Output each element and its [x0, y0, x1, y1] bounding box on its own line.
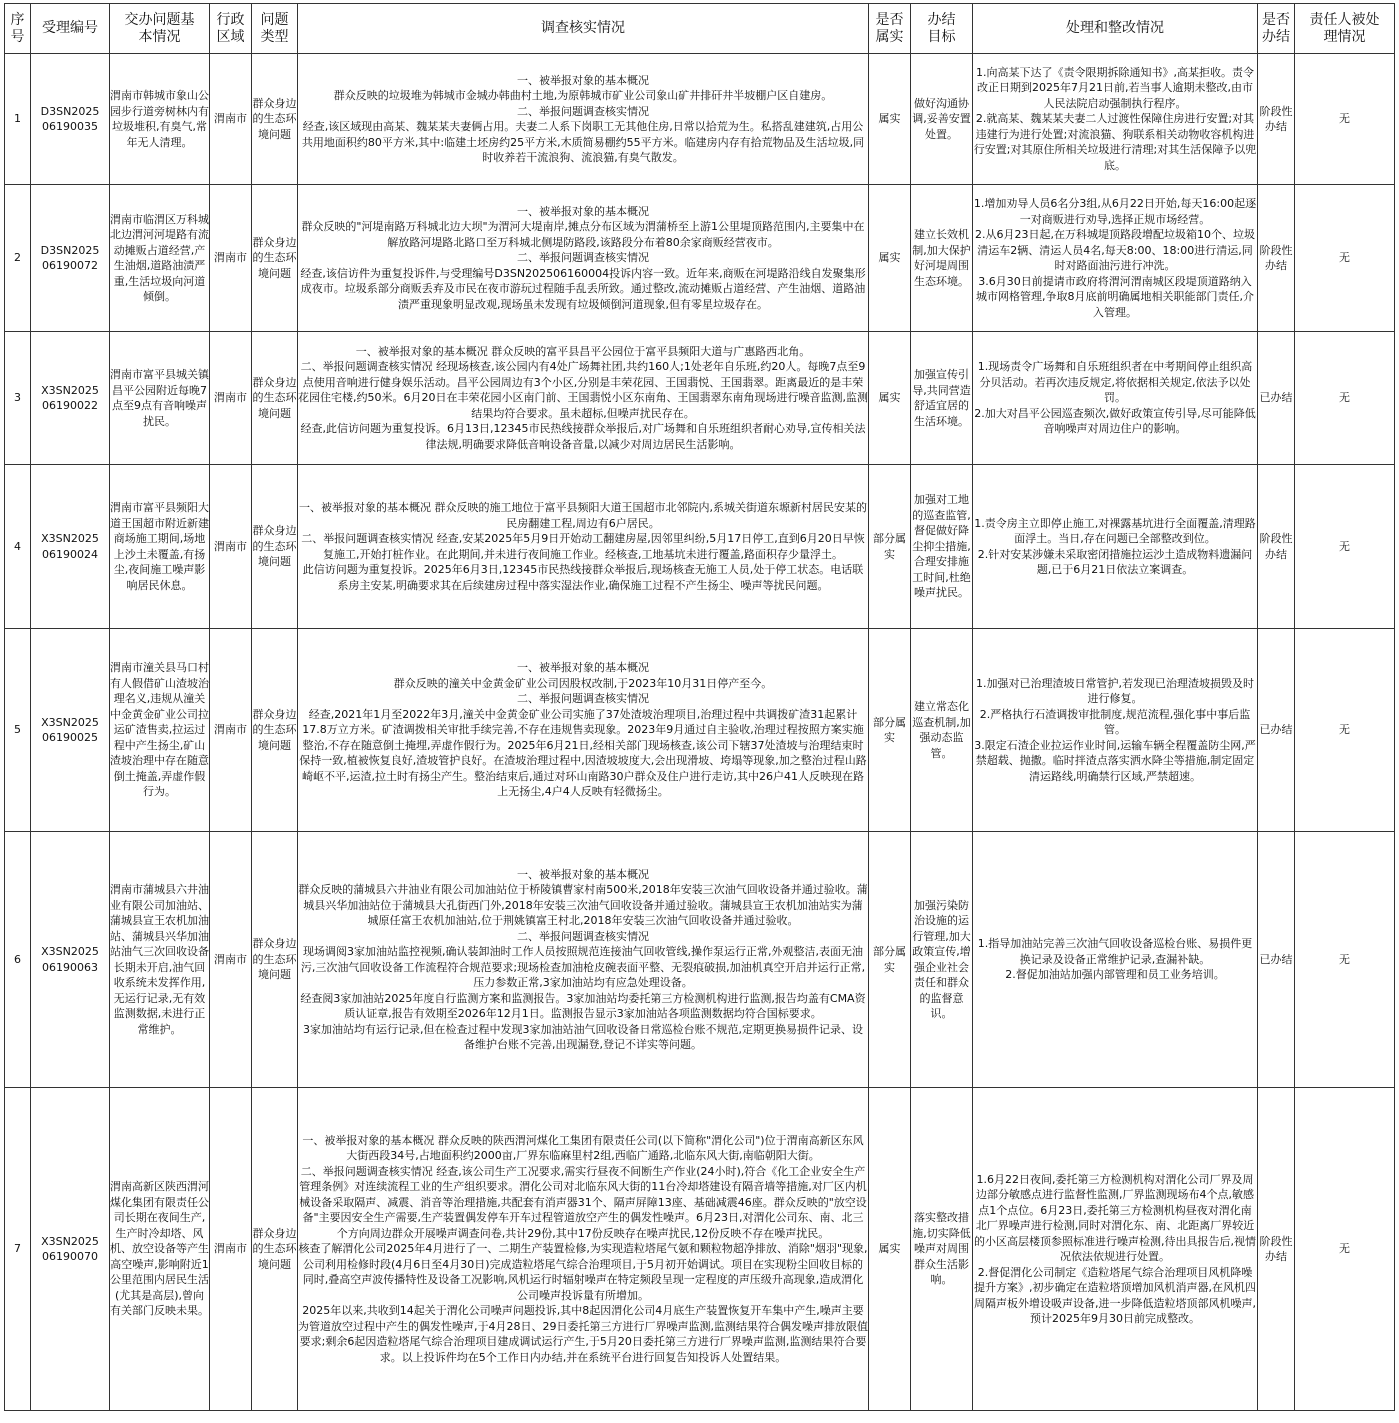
cell-handling: 1.增加劝导人员6名分3组,从6月22日开始,每天16:00起逐一对商贩进行劝导,选择正规市场经营。 2.从6月23日起,在万科城堤顶路段增配垃圾箱10个、垃圾清运车2辆、清运人员4名,每天8:00、18:00进行清运,同时对路面油污进行冲洗。 3.6月30日前提请市政府将渭河渭南城区段堤顶道路纳入城市网格管理,争取8月底前明确属地相关职能部门责任,介入管理。: [973, 185, 1258, 332]
table-row: [5, 54, 1395, 185]
cell-investigation: 一、被举报对象的基本概况 群众反映的陕西渭河煤化工集团有限责任公司(以下简称"渭化公司")位于渭南高新区东风大街西段34号,占地面积约2000亩,厂界东临麻里村2组,西临广通路,北临东风大街,南临朝阳大街。 二、举报问题调查核实情况 经查,该公司生产工况要求,需实行昼夜不间断生产作业(24小时),符合《化工企业安全生产管理条例》对连续流程工业的生产组织要求。渭化公司对北临东风大街的11台冷却塔建设有隔音墙等措施,对厂区内机械设备采取隔声、减震、消音等治理措施,共配套有消声器31个、隔声屏障13座、基础减震46座。群众反映的"放空设备"主要因安全生产需要,生产装置偶发停车开车过程管道放空产生的偶发性噪声。6月23日,对渭化公司东、南、北三个方向周边群众开展噪声调查问卷,共计29份,其中17份反映存在噪声扰民,12份反映不存在噪声扰民。 核查了解渭化公司2025年4月进行了一、二期生产装置检修,为实现造粒塔尾气氨和颗粒物超净排放、消除"烟羽"现象,公司利用检修时段(4月6日至4月30日)完成造粒塔尾气综合治理项目,于5月初开始调试。项目在实现粉尘回收目标的同时,叠高空声波传播特性及设备工况影响,风机运行时辐射噪声在特定频段呈现一定程度的声压级升高现象,造成渭化公司噪声投诉量有所增加。 2025年以来,共收到14起关于渭化公司噪声问题投诉,其中8起因渭化公司4月底生产装置恢复开车集中产生,噪声主要为管道放空过程中产生的偶发性噪声,于4月28日、29日委托第三方进行厂界噪声监测,监测结果符合偶发噪声排放限值要求;剩余6起因造粒塔尾气综合治理项目建成调试运行产生,于5月20日委托第三方进行厂界噪声监测,监测结果符合要求。以上投诉件均在5个工作日内办结,并在系统平台进行回复告知投诉人处置结果。: [298, 1088, 869, 1411]
cell-type: 群众身边的生态环境问题: [252, 629, 298, 832]
cell-responsible: 无: [1295, 629, 1395, 832]
cell-case-no: X3SN2025 06190070: [31, 1088, 110, 1411]
cell-seq: 3: [5, 332, 31, 465]
table-row: [5, 629, 1395, 832]
cell-investigation: 一、被举报对象的基本概况 群众反映的蒲城县六井油业有限公司加油站位于桥陵镇曹家村南500米,2018年安装三次油气回收设备并通过验收。蒲城县兴华加油站位于蒲城县大孔街西门外,2018年安装三次油气回收设备并通过验收。蒲城县宣王农机加油站实为蒲城原任富王农机加油站,位于荆姚镇富王村北,2018年安装三次油气回收设备并通过验收。 二、举报问题调查核实情况 现场调阅3家加油站监控视频,确认装卸油时工作人员按照规范连接油气回收管线,操作泵运行正常,外观整洁,表面无油污,三次油气回收设备工作流程符合规范要求;现场检查加油枪皮碗表面平整、无裂痕破损,加油机真空开启并运行正常,压力参数正常,3家加油站均有应急处理设备。 经查阅3家加油站2025年度自行监测方案和监测报告。3家加油站均委托第三方检测机构进行监测,报告均盖有CMA资质认证章,报告有效期至2026年12月1日。监测报告显示3家加油站各项监测数据均符合国标要求。 3家加油站均有运行记录,但在检查过程中发现3家加油站油气回收设备日常巡检台账不规范,定期更换易损件记录、设备维护台账不完善,出现漏登,登记不详实等问题。: [298, 832, 869, 1088]
cell-responsible: 无: [1295, 832, 1395, 1088]
cell-handling: 1.现场责令广场舞和自乐班组织者在中考期间停止组织高分贝活动。若再次违反规定,将依据相关规定,依法予以处罚。 2.加大对昌平公园巡查频次,做好政策宣传引导,尽可能降低音响噪声对周边住户的影响。: [973, 332, 1258, 465]
header-type: 问题类型: [252, 4, 298, 54]
cell-handling: 1.加强对已治理渣坡日常管护,若发现已治理渣坡损毁及时进行修复。 2.严格执行石渣调拨审批制度,规范流程,强化事中事后监管。 3.限定石渣企业拉运作业时间,运输车辆全程覆盖防尘网,严禁超载、抛撒。临时拌渣点落实洒水降尘等措施,制定固定清运路线,明确禁行区域,严禁超速。: [973, 629, 1258, 832]
cell-goal: 建立常态化巡查机制,加强动态监管。: [911, 629, 973, 832]
cell-completed: 阶段性办结: [1258, 54, 1295, 185]
table-row: [5, 1088, 1395, 1411]
cell-region: 渭南市: [210, 832, 252, 1088]
cell-responsible: 无: [1295, 54, 1395, 185]
header-investigation: 调查核实情况: [298, 4, 869, 54]
cell-verified: 部分属实: [869, 832, 911, 1088]
cell-investigation: 一、被举报对象的基本概况 群众反映的施工地位于富平县频阳大道王国超市北邻院内,系城关街道东塬新村居民安某的民房翻建工程,周边有6户居民。 二、举报问题调查核实情况 经查,安某2025年5月9日开始动工翻建房屋,因邻里纠纷,5月17日停工,直到6月20日早恢复施工,开始打桩作业。在此期间,并未进行夜间施工作业。经核查,工地基坑未进行覆盖,路面积存少量浮土。 此信访问题为重复投诉。2025年6月3日,12345市民热线接群众举报后,现场核查无施工人员,处于停工状态。电话联系房主安某,明确要求其在后续建房过程中落实湿法作业,确保施工过程不产生扬尘、噪声等扰民问题。: [298, 465, 869, 629]
cell-region: 渭南市: [210, 54, 252, 185]
cell-goal: 加强宣传引导,共同营造舒适宜居的生活环境。: [911, 332, 973, 465]
cell-goal: 加强污染防治设施的运行管理,加大政策宣传,增强企业社会责任和群众的监督意识。: [911, 832, 973, 1088]
cell-seq: 6: [5, 832, 31, 1088]
cell-completed: 阶段性办结: [1258, 1088, 1295, 1411]
cell-verified: 属实: [869, 54, 911, 185]
cell-goal: 建立长效机制,加大保护好河堤周围生态环境。: [911, 185, 973, 332]
table-row: [5, 185, 1395, 332]
cell-region: 渭南市: [210, 629, 252, 832]
cell-issue: 渭南市韩城市象山公园步行道旁树林内有垃圾堆积,有臭气,常年无人清理。: [110, 54, 210, 185]
cell-seq: 5: [5, 629, 31, 832]
cell-case-no: X3SN2025 06190024: [31, 465, 110, 629]
cell-goal: 落实整改措施,切实降低噪声对周围群众生活影响。: [911, 1088, 973, 1411]
cell-handling: 1.6月22日夜间,委托第三方检测机构对渭化公司厂界及周边部分敏感点进行监督性监测,厂界监测现场布4个点,敏感点1个点位。6月23日,委托第三方检测机构昼夜对渭化南北厂界噪声进行检测,同时对渭化东、南、北距离厂界较近的小区高层楼顶参照标准进行噪声检测,待出具报告后,视情况依法依规进行处置。 2.督促渭化公司制定《造粒塔尾气综合治理项目风机降噪提升方案》,初步确定在造粒塔顶增加风机消声器,在风机四周隔声板外增设吸声设备,进一步降低造粒塔顶部风机噪声,预计2025年9月30日前完成整改。: [973, 1088, 1258, 1411]
cell-investigation: 一、被举报对象的基本概况 群众反映的垃圾堆为韩城市金城办韩曲村土地,为原韩城市矿业公司象山矿井排矸井半坡棚户区自建房。 二、举报问题调查核实情况 经查,该区域现由高某、魏某某夫妻俩占用。夫妻二人系下岗职工无其他住房,日常以拾荒为生。私搭乱建建筑,占用公共用地面积约80平方米,其中:临建土坯房约25平方米,木质简易棚约55平方米。临建房内存有拾荒物品及生活垃圾,同时收养若干流浪狗、流浪猫,有臭气散发。: [298, 54, 869, 185]
cell-responsible: 无: [1295, 185, 1395, 332]
cell-responsible: 无: [1295, 332, 1395, 465]
cell-region: 渭南市: [210, 332, 252, 465]
cell-investigation: 一、被举报对象的基本概况 群众反映的富平县昌平公园位于富平县频阳大道与广惠路西北角。 二、举报问题调查核实情况 经现场核查,该公园内有4处广场舞社团,共约160人;1处老年自乐班,约20人。每晚7点至9点使用音响进行健身娱乐活动。昌平公园周边有3个小区,分别是丰荣花园、王国翡悦、王国翡翠。距离最近的是丰荣花园住宅楼,约50米。6月20日在丰荣花园小区南门前、王国翡悦小区东南角、王国翡翠东南角现场进行噪音监测,监测结果均符合要求。虽未超标,但噪声扰民存在。 经查,此信访问题为重复投诉。6月13日,12345市民热线接群众举报后,对广场舞和自乐班组织者耐心劝导,宣传相关法律法规,明确要求降低音响设备音量,以减少对周边居民生活影响。: [298, 332, 869, 465]
cell-responsible: 无: [1295, 465, 1395, 629]
cell-region: 渭南市: [210, 1088, 252, 1411]
cell-responsible: 无: [1295, 1088, 1395, 1411]
cell-completed: 已办结: [1258, 629, 1295, 832]
cell-goal: 加强对工地的巡查监管,督促做好降尘抑尘措施,合理安排施工时间,杜绝噪声扰民。: [911, 465, 973, 629]
cell-type: 群众身边的生态环境问题: [252, 465, 298, 629]
cell-case-no: X3SN2025 06190063: [31, 832, 110, 1088]
cell-case-no: X3SN2025 06190022: [31, 332, 110, 465]
cell-seq: 1: [5, 54, 31, 185]
cell-region: 渭南市: [210, 465, 252, 629]
cell-case-no: D3SN2025 06190072: [31, 185, 110, 332]
table-row: [5, 332, 1395, 465]
cell-investigation: 一、被举报对象的基本概况 群众反映的潼关中金黄金矿业公司因股权改制,于2023年10月31日停产至今。 二、举报问题调查核实情况 经查,2021年1月至2022年3月,潼关中金黄金矿业公司实施了37处渣坡治理项目,治理过程中共调拨矿渣31起累计17.8万立方米。矿渣调拨相关审批手续完善,不存在违规售卖现象。2023年9月通过自主验收,治理过程按照方案实施整治,不存在随意倒土掩埋,弄虚作假行为。2025年6月21日,经相关部门现场核查,该公司下辖37处渣坡与治理结束时保持一致,植被恢复良好,渣坡管护良好。在渣坡治理过程中,因渣坡坡度大,会出现滑坡、垮塌等现象,加之整治过程山路崎岖不平,运渣,拉土时有扬尘产生。整治结束后,通过对环山南路30户群众及住户进行走访,其中26户41人反映现在路上无扬尘,4户4人反映有轻微扬尘。: [298, 629, 869, 832]
header-issue: 交办问题基本情况: [110, 4, 210, 54]
header-responsible: 责任人被处理情况: [1295, 4, 1395, 54]
cell-verified: 属实: [869, 185, 911, 332]
cell-issue: 渭南市潼关县马口村有人假借矿山渣坡治理名义,违规从潼关中金黄金矿业公司拉运矿渣售卖,拉运过程中产生扬尘,矿山渣坡治理中存在随意倒土掩盖,弄虚作假行为。: [110, 629, 210, 832]
header-handling: 处理和整改情况: [973, 4, 1258, 54]
header-region: 行政区域: [210, 4, 252, 54]
cell-region: 渭南市: [210, 185, 252, 332]
cell-verified: 属实: [869, 332, 911, 465]
cell-type: 群众身边的生态环境问题: [252, 54, 298, 185]
cell-issue: 渭南市蒲城县六井油业有限公司加油站、蒲城县宣王农机加油站、蒲城县兴华加油站油气三次回收设备长期未开启,油气回收系统未发挥作用,无运行记录,无有效监测数据,未进行正常维护。: [110, 832, 210, 1088]
cell-handling: 1.责令房主立即停止施工,对裸露基坑进行全面覆盖,清理路面浮土。当日,存在问题已全部整改到位。 2.针对安某涉嫌未采取密闭措施拉运沙土造成物料遗漏问题,已于6月21日依法立案调查。: [973, 465, 1258, 629]
cell-completed: 阶段性办结: [1258, 185, 1295, 332]
cell-type: 群众身边的生态环境问题: [252, 332, 298, 465]
cell-investigation: 一、被举报对象的基本概况 群众反映的"河堤南路万科城北边大坝"为渭河大堤南岸,摊点分布区域为渭蒲桥至上游1公里堤顶路范围内,主要集中在解放路河堤路北路口至万科城北侧堤防路段,该路段分布着80余家商贩经营夜市。 二、举报问题调查核实情况 经查,该信访件为重复投诉件,与受理编号D3SN202506160004投诉内容一致。近年来,商贩在河堤路沿线自发聚集形成夜市。垃圾系部分商贩丢弃及市民在夜市游玩过程随手乱丢所致。通过整改,流动摊贩占道经营、产生油烟、道路油渍严重现象明显改观,现场虽未发现有垃圾倾倒河道现象,但有零星垃圾存在。: [298, 185, 869, 332]
header-seq: 序号: [5, 4, 31, 54]
cell-completed: 阶段性办结: [1258, 465, 1295, 629]
table-row: [5, 465, 1395, 629]
cell-type: 群众身边的生态环境问题: [252, 1088, 298, 1411]
cell-type: 群众身边的生态环境问题: [252, 185, 298, 332]
cell-case-no: X3SN2025 06190025: [31, 629, 110, 832]
complaint-table: [4, 3, 1395, 1411]
cell-type: 群众身边的生态环境问题: [252, 832, 298, 1088]
cell-completed: 已办结: [1258, 832, 1295, 1088]
cell-issue: 渭南高新区陕西渭河煤化集团有限责任公司长期在夜间生产,生产时冷却塔、风机、放空设备等产生高空噪声,影响附近1公里范围内居民生活(尤其是高层),曾向有关部门反映未果。: [110, 1088, 210, 1411]
cell-completed: 已办结: [1258, 332, 1295, 465]
header-case-no: 受理编号: [31, 4, 110, 54]
cell-issue: 渭南市富平县城关镇昌平公园附近每晚7点至9点有音响噪声扰民。: [110, 332, 210, 465]
table-header-row: [5, 4, 1395, 54]
cell-seq: 7: [5, 1088, 31, 1411]
cell-handling: 1.向高某下达了《责令限期拆除通知书》,高某拒收。责令改正日期到2025年7月21日前,若当事人逾期未整改,由市人民法院启动强制执行程序。 2.就高某、魏某某夫妻二人过渡性保障住房进行安置;对其违建行为进行处置;对流浪猫、狗联系相关动物收容机构进行安置;对其原住所相关垃圾进行清理;对其生活保障予以兜底。: [973, 54, 1258, 185]
cell-seq: 2: [5, 185, 31, 332]
cell-issue: 渭南市富平县频阳大道王国超市附近新建商场施工期间,场地上沙土未覆盖,有扬尘,夜间施工噪声影响居民休息。: [110, 465, 210, 629]
header-completed: 是否办结: [1258, 4, 1295, 54]
cell-verified: 部分属实: [869, 629, 911, 832]
table-row: [5, 832, 1395, 1088]
header-verified: 是否属实: [869, 4, 911, 54]
header-goal: 办结目标: [911, 4, 973, 54]
cell-case-no: D3SN2025 06190035: [31, 54, 110, 185]
cell-handling: 1.指导加油站完善三次油气回收设备巡检台账、易损件更换记录及设备正常维护记录,查漏补缺。 2.督促加油站加强内部管理和员工业务培训。: [973, 832, 1258, 1088]
cell-issue: 渭南市临渭区万科城北边渭河河堤路有流动摊贩占道经营,产生油烟,道路油渍严重,生活垃圾向河道倾倒。: [110, 185, 210, 332]
cell-verified: 属实: [869, 1088, 911, 1411]
cell-verified: 部分属实: [869, 465, 911, 629]
cell-goal: 做好沟通协调,妥善安置处置。: [911, 54, 973, 185]
cell-seq: 4: [5, 465, 31, 629]
